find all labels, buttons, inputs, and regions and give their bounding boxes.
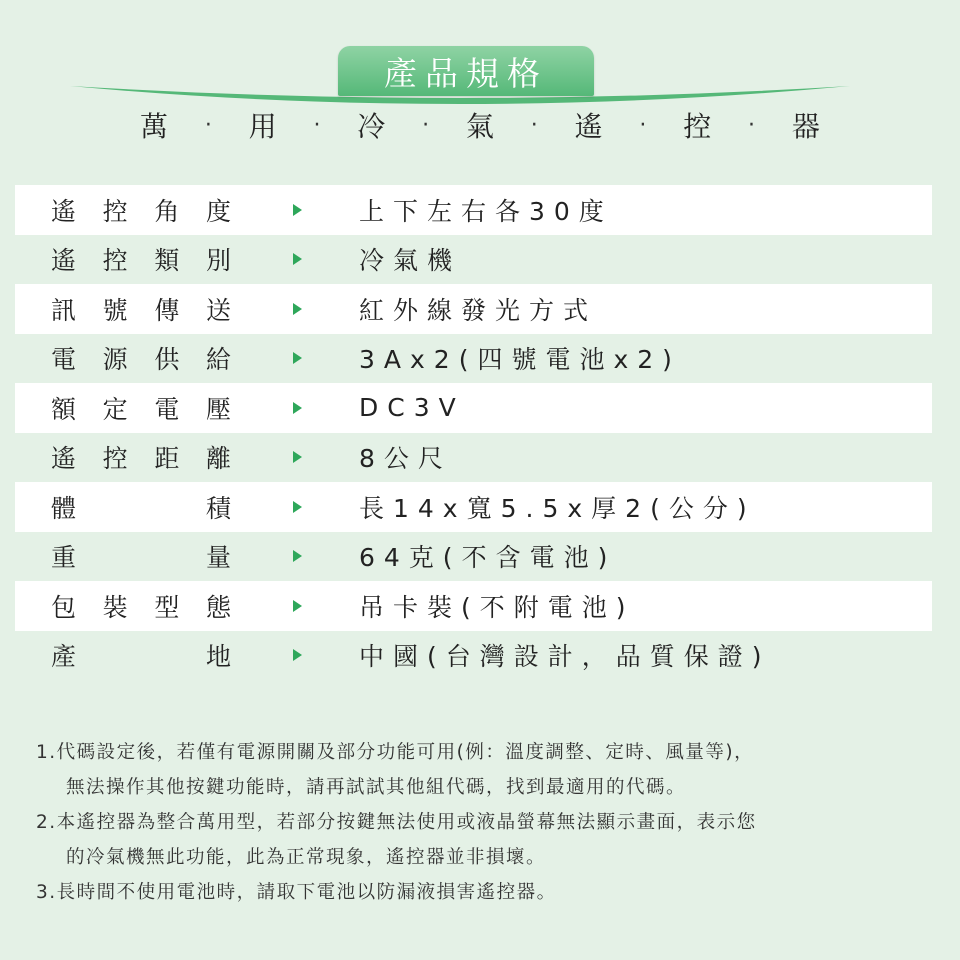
spec-row xyxy=(15,284,932,334)
spec-label-char: 積 xyxy=(205,493,231,523)
spec-label-char: 電 xyxy=(51,345,77,375)
subtitle-separator: · xyxy=(313,112,321,138)
spec-label-char: 裝 xyxy=(102,592,128,622)
spec-value: 8公尺 xyxy=(359,444,452,474)
spec-value: DC3V xyxy=(359,393,465,423)
spec-label-char: 定 xyxy=(102,394,128,424)
spec-label-char: 地 xyxy=(205,642,231,672)
product-name xyxy=(140,100,820,150)
spec-label-char: 送 xyxy=(205,295,231,325)
spec-label-char: 量 xyxy=(205,543,231,573)
subtitle-separator: · xyxy=(422,112,430,138)
spec-label-char: 類 xyxy=(154,246,180,276)
subtitle-word: 氣 xyxy=(465,110,494,143)
spec-label-char: 遙 xyxy=(51,444,77,474)
subtitle-separator: · xyxy=(530,112,538,138)
triangle-arrow-icon xyxy=(293,451,302,463)
spec-label-char: 號 xyxy=(102,295,128,325)
spec-label xyxy=(51,390,231,426)
spec-label xyxy=(51,192,231,228)
spec-label xyxy=(51,291,231,327)
spec-label-char: 離 xyxy=(205,444,231,474)
spec-label-char: 體 xyxy=(51,493,77,523)
spec-label-char: 度 xyxy=(205,196,231,226)
spec-label-char: 訊 xyxy=(51,295,77,325)
spec-label-char: 電 xyxy=(154,394,180,424)
spec-label xyxy=(51,538,231,574)
page-title: 產品規格 xyxy=(384,53,548,93)
subtitle-word: 用 xyxy=(248,110,277,143)
note-line: 的冷氣機無此功能，此為正常現象，遙控器並非損壞。 xyxy=(66,847,547,868)
spec-label-char: 壓 xyxy=(205,394,231,424)
spec-value: 上下左右各30度 xyxy=(359,196,613,226)
note-line: 1.代碼設定後，若僅有電源開關及部分功能可用(例：溫度調整、定時、風量等)， xyxy=(36,742,755,763)
spec-label-char: 重 xyxy=(51,543,77,573)
triangle-arrow-icon xyxy=(293,600,302,612)
spec-value: 64克(不含電池) xyxy=(359,543,617,573)
spec-row xyxy=(15,185,932,235)
spec-table xyxy=(15,185,932,680)
spec-label-char: 控 xyxy=(102,444,128,474)
spec-row xyxy=(15,631,932,681)
subtitle-word: 控 xyxy=(683,110,712,143)
spec-label-char: 控 xyxy=(102,196,128,226)
spec-label-char: 型 xyxy=(154,592,180,622)
spec-label-char: 額 xyxy=(51,394,77,424)
spec-value: 中國(台灣設計，品質保證) xyxy=(359,642,771,672)
spec-value: 冷氣機 xyxy=(359,246,462,276)
spec-value: 長14x寬5.5x厚2(公分) xyxy=(359,493,756,523)
spec-label-char: 距 xyxy=(154,444,180,474)
spec-label-char: 供 xyxy=(154,345,180,375)
spec-label-char: 給 xyxy=(205,345,231,375)
subtitle-separator: · xyxy=(639,112,647,138)
note-line: 無法操作其他按鍵功能時，請再試試其他組代碼，找到最適用的代碼。 xyxy=(66,777,687,798)
triangle-arrow-icon xyxy=(293,649,302,661)
spec-label xyxy=(51,588,231,624)
spec-label-char: 包 xyxy=(51,592,77,622)
triangle-arrow-icon xyxy=(293,303,302,315)
spec-label-char: 控 xyxy=(102,246,128,276)
triangle-arrow-icon xyxy=(293,501,302,513)
notes-section xyxy=(36,735,936,910)
spec-label xyxy=(51,637,231,673)
triangle-arrow-icon xyxy=(293,204,302,216)
triangle-arrow-icon xyxy=(293,550,302,562)
note-line: 3.長時間不使用電池時，請取下電池以防漏液損害遙控器。 xyxy=(36,882,557,903)
spec-label-char: 傳 xyxy=(154,295,180,325)
spec-label-char: 別 xyxy=(205,246,231,276)
spec-label xyxy=(51,340,231,376)
spec-row xyxy=(15,235,932,285)
note-line: 2.本遙控器為整合萬用型，若部分按鍵無法使用或液晶螢幕無法顯示畫面，表示您 xyxy=(36,812,757,833)
subtitle-separator: · xyxy=(748,112,756,138)
spec-label xyxy=(51,489,231,525)
spec-row xyxy=(15,334,932,384)
spec-label xyxy=(51,241,231,277)
subtitle-separator: · xyxy=(204,112,212,138)
subtitle-word: 冷 xyxy=(357,110,386,143)
spec-label-char: 遙 xyxy=(51,246,77,276)
subtitle-word: 器 xyxy=(791,110,820,143)
spec-label xyxy=(51,439,231,475)
spec-row xyxy=(15,532,932,582)
spec-row xyxy=(15,383,932,433)
spec-row xyxy=(15,482,932,532)
spec-value: 紅外線發光方式 xyxy=(359,295,598,325)
subtitle-word: 遙 xyxy=(574,110,603,143)
page-title-tab xyxy=(338,46,594,96)
subtitle-word: 萬 xyxy=(140,110,169,143)
triangle-arrow-icon xyxy=(293,253,302,265)
spec-row xyxy=(15,581,932,631)
spec-value: 3Ax2(四號電池x2) xyxy=(359,345,681,375)
spec-label-char: 角 xyxy=(154,196,180,226)
triangle-arrow-icon xyxy=(293,402,302,414)
spec-label-char: 遙 xyxy=(51,196,77,226)
spec-row xyxy=(15,433,932,483)
spec-value: 吊卡裝(不附電池) xyxy=(359,592,635,622)
spec-label-char: 產 xyxy=(51,642,77,672)
triangle-arrow-icon xyxy=(293,352,302,364)
spec-label-char: 源 xyxy=(102,345,128,375)
spec-label-char: 態 xyxy=(205,592,231,622)
